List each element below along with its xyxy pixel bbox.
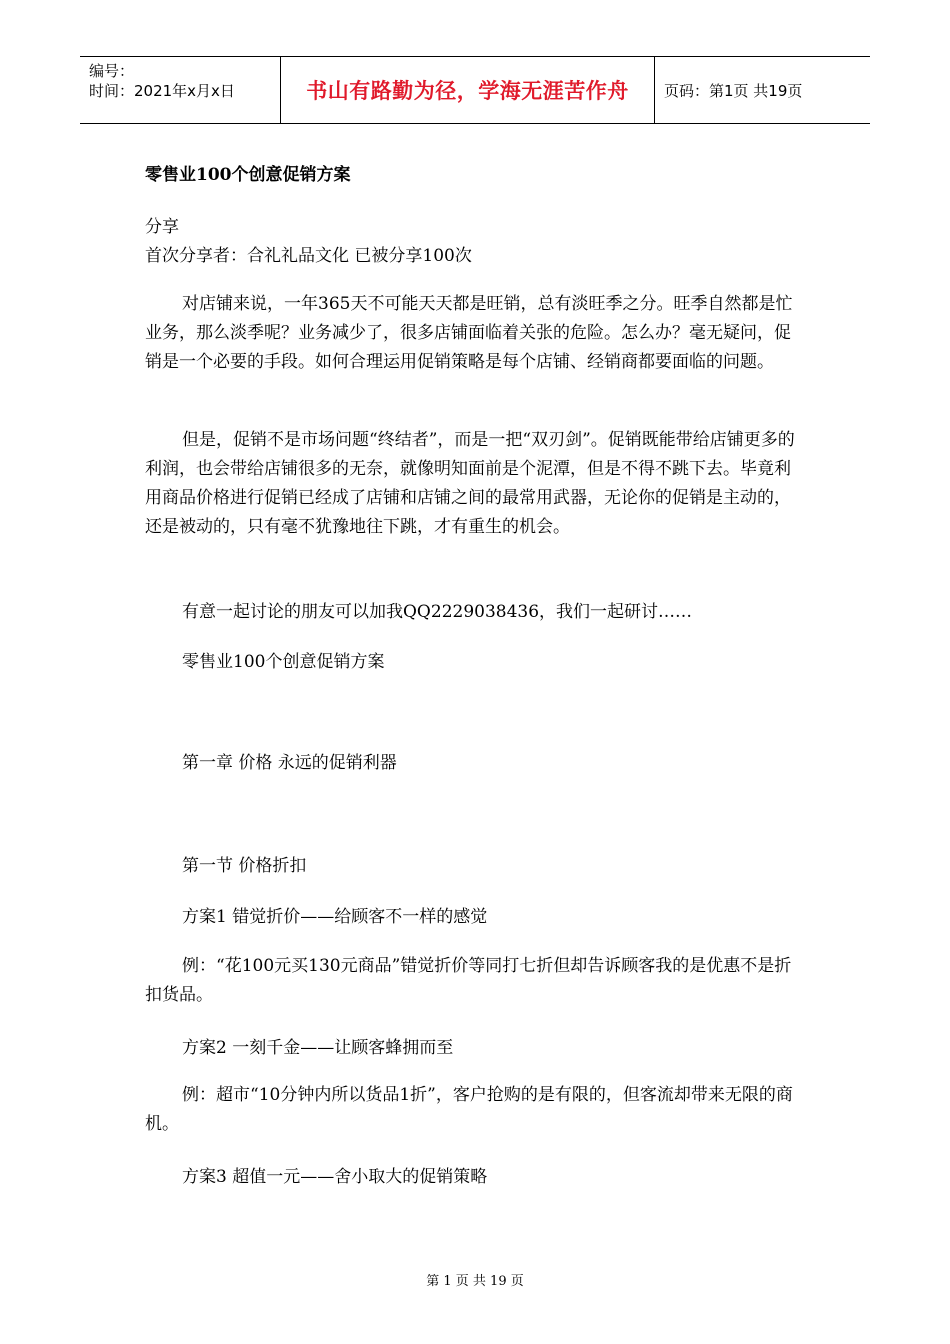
repeat-title: 零售业100个创意促销方案 — [182, 652, 385, 672]
number-label: 编号： — [89, 62, 135, 80]
share-label: 分享 — [145, 217, 179, 237]
paragraph-2: 但是，促销不是市场问题“终结者”，而是一把“双刃剑”。促销既能带给店铺更多的利润，也会带给店铺很多的无奈，就像明知面前是个泥潭，但是不得不跳下去。毕竟利用商品价格进行促销已经成了店铺和店铺之间的最常用武器，无论你的促销是主动的，还是被动的，只有毫不犹豫地往下跳，才有重生的机会。 — [145, 430, 795, 537]
motto-text: 书山有路勤为径，学海无涯苦作舟 — [306, 79, 629, 103]
header-page-cell — [655, 57, 870, 123]
time-label: 时间：2021年x月x日 — [89, 82, 235, 100]
plan-3-heading: 方案3 超值一元——舍小取大的促销策略 — [182, 1167, 488, 1187]
example-1: 例：“花100元买130元商品”错觉折价等同打七折但却告诉顾客我的是优惠不是折扣货品。 — [145, 956, 792, 1005]
header-meta-cell — [80, 57, 281, 123]
sharer-line: 首次分享者：合礼礼品文化 已被分享100次 — [145, 246, 472, 266]
chapter-heading: 第一章 价格 永远的促销利器 — [182, 753, 397, 773]
page-label: 页码：第1页 共19页 — [664, 81, 803, 100]
example-2: 例：超市“10分钟内所以货品1折”，客户抢购的是有限的，但客流却带来无限的商机。 — [145, 1085, 793, 1134]
section-heading: 第一节 价格折扣 — [182, 856, 307, 876]
document-title: 零售业100个创意促销方案 — [145, 165, 351, 185]
header-table — [80, 56, 870, 124]
page-footer: 第 1 页 共 19 页 — [426, 1274, 524, 1289]
plan-2-heading: 方案2 一刻千金——让顾客蜂拥而至 — [182, 1038, 454, 1058]
header-motto-cell — [281, 57, 655, 123]
paragraph-1: 对店铺来说，一年365天不可能天天都是旺销，总有淡旺季之分。旺季自然都是忙业务，那么淡季呢？业务减少了，很多店铺面临着关张的危险。怎么办？毫无疑问，促销是一个必要的手段。如何合理运用促销策略是每个店铺、经销商都要面临的问题。 — [145, 294, 793, 372]
plan-1-heading: 方案1 错觉折价——给顾客不一样的感觉 — [182, 907, 488, 927]
contact-line: 有意一起讨论的朋友可以加我QQ2229038436，我们一起研讨…… — [182, 602, 693, 622]
